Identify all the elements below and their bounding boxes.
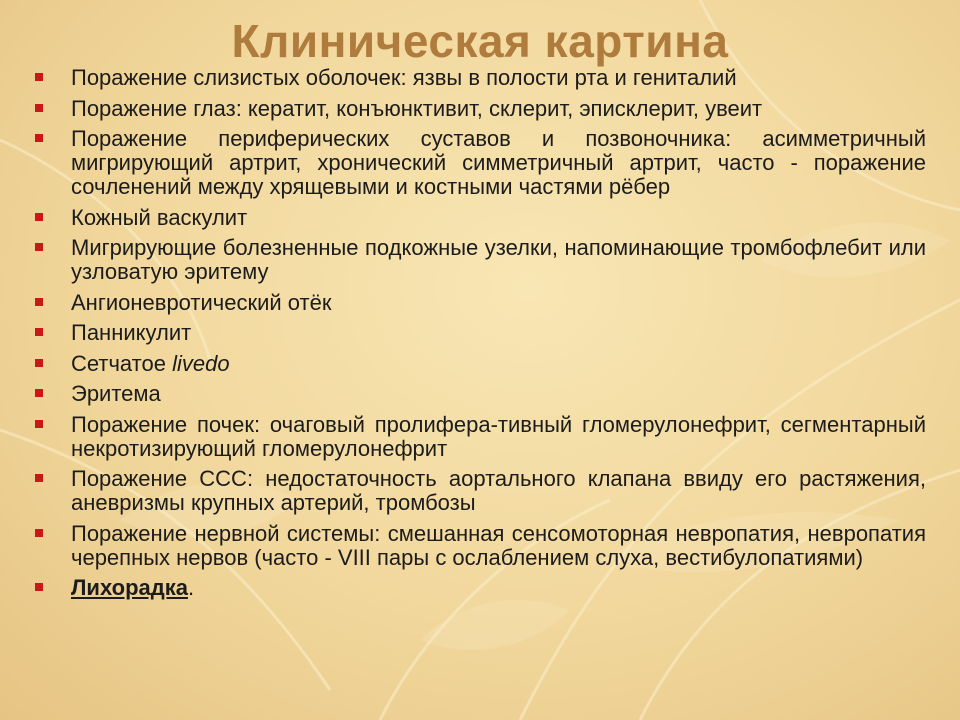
list-item [32, 127, 926, 199]
bullet-list [32, 66, 926, 607]
slide-title: Клиническая картина [231, 15, 729, 67]
list-item [32, 97, 926, 121]
list-item [32, 236, 926, 284]
list-item [32, 66, 926, 90]
bullet-square-icon [35, 243, 43, 251]
bullet-text: Ангионевротический отёк [71, 289, 332, 315]
list-item [32, 576, 926, 600]
bullet-square-icon [35, 134, 43, 142]
bullet-square-icon [35, 328, 43, 336]
bullet-square-icon [35, 359, 43, 367]
bullet-text: Поражение почек: очаговый пролифера-тивный гломерулонефрит, сегментарный некротизирующий гломерулонефрит [71, 411, 926, 461]
list-item [32, 413, 926, 461]
list-item [32, 382, 926, 406]
list-item [32, 522, 926, 570]
list-item [32, 291, 926, 315]
bullet-square-icon [35, 474, 43, 482]
bullet-italic-term: livedo [172, 350, 230, 376]
bullet-text: Поражение глаз: кератит, конъюнктивит, склерит, эписклерит, увеит [71, 95, 763, 121]
list-item [32, 467, 926, 515]
bullet-suffix: . [187, 575, 195, 600]
bullet-bold-term: Лихорадка [71, 575, 188, 600]
bullet-text: Кожный васкулит [71, 204, 248, 230]
bullet-text: Поражение периферических суставов и позвоночника: асимметричный мигрирующий артрит, хронический симметричный артрит, часто - поражение сочленений между хрящевыми и костными частями рёбер [71, 126, 926, 199]
list-item [32, 352, 926, 376]
bullet-text: Поражение слизистых оболочек: язвы в полости рта и гениталий [71, 65, 737, 90]
list-item [32, 206, 926, 230]
bullet-square-icon [35, 73, 43, 81]
bullet-square-icon [35, 389, 43, 397]
bullet-square-icon [35, 298, 43, 306]
bullet-text: Сетчатое [71, 350, 173, 376]
bullet-text: Эритема [71, 381, 161, 406]
bullet-square-icon [35, 583, 43, 591]
bullet-text: Панникулит [71, 320, 192, 345]
bullet-text: Поражение нервной системы: смешанная сенсомоторная невропатия, невропатия черепных нервов (часто - VIII пары с ослаблением слуха, вестибулопатиями) [71, 520, 926, 570]
bullet-square-icon [35, 420, 43, 428]
bullet-square-icon [35, 213, 43, 221]
bullet-text: Поражение ССС: недостаточность аортального клапана ввиду его растяжения, аневризмы крупных артерий, тромбозы [71, 466, 926, 515]
bullet-square-icon [35, 104, 43, 112]
bullet-square-icon [35, 529, 43, 537]
list-item [32, 321, 926, 345]
bullet-text: Мигрирующие болезненные подкожные узелки, напоминающие тромбофлебит или узловатую эритему [71, 235, 926, 284]
